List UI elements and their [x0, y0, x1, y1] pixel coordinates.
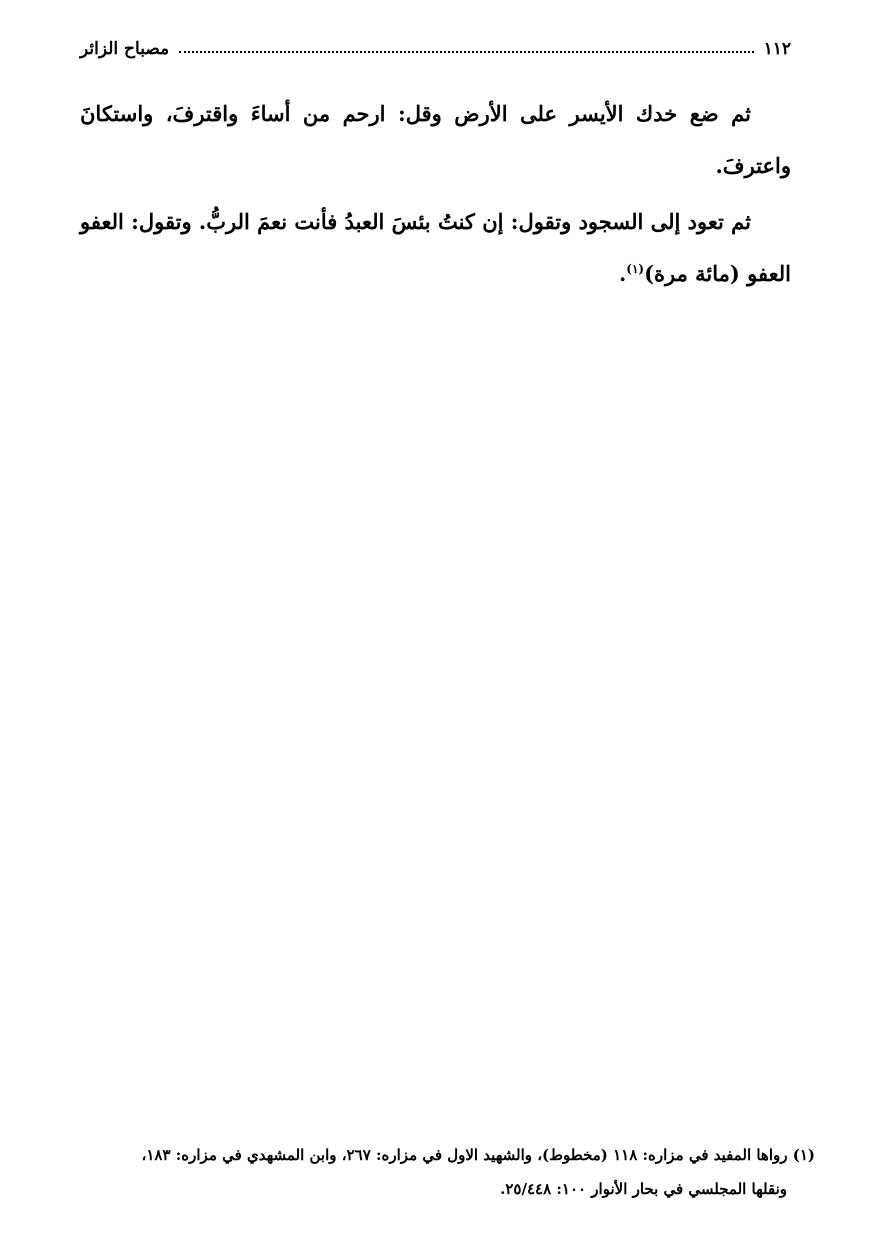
paragraph-text: ثم تعود إلى السجود وتقول: إن كنتُ بئسَ العبدُ فأنت نعمَ الربُّ. وتقول: العفو العفو (مائة مرة): [80, 209, 791, 286]
running-title: مصباح الزائر: [80, 39, 170, 59]
paragraph-end-punctuation: .: [618, 261, 627, 286]
footnote-line: (١) رواها المفيد في مزاره: ١١٨ (مخطوط)، والشهيد الاول في مزاره: ٢٦٧، وابن المشهدي في مزاره: ١٨٣،: [141, 1146, 815, 1164]
paragraph-text: ثم ضع خدك الأيسر على الأرض وقل: ارحم من أساءَ واقترفَ، واستكانَ واعترفَ.: [80, 101, 791, 178]
paragraph: [80, 196, 791, 300]
page-number: ١١٢: [763, 39, 791, 59]
body-text: [80, 88, 791, 304]
paragraph: [80, 88, 791, 192]
footnote-marker: (١): [626, 262, 645, 276]
page-header: [80, 34, 791, 64]
footnote-line: ونقلها المجلسي في بحار الأنوار ١٠٠: ٢٥/٤٤٨.: [500, 1180, 787, 1198]
header-leader-dots: [179, 51, 753, 53]
footnote: [80, 1138, 815, 1206]
